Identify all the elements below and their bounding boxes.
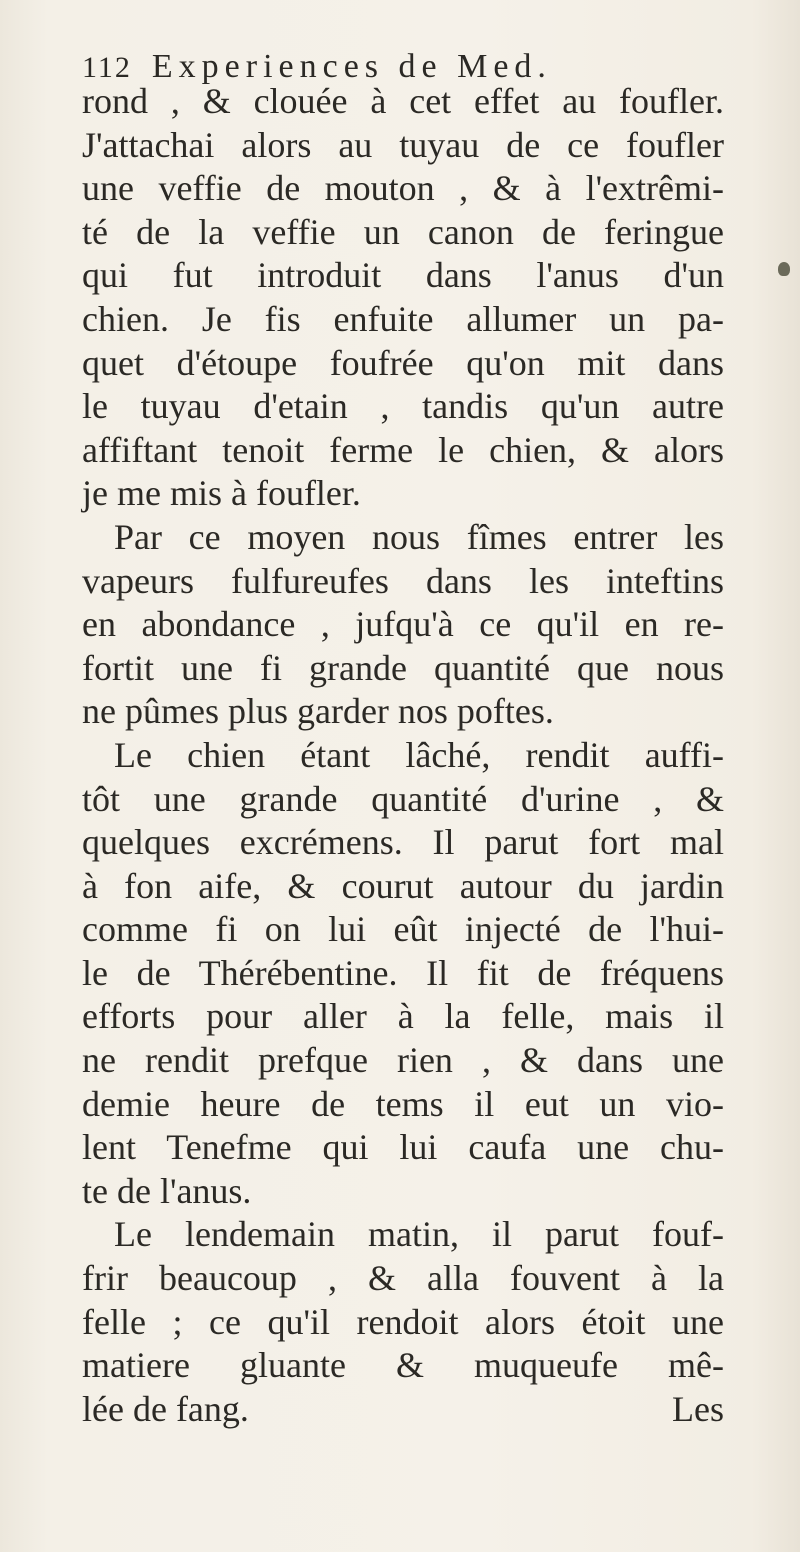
text-line: une veffie de mouton , & à l'extrêmi-: [82, 168, 724, 209]
text-line: efforts pour aller à la felle, mais il: [82, 996, 724, 1037]
page-number: 112: [82, 51, 132, 84]
last-line-with-catchword: [82, 1388, 724, 1432]
text-line: le de Thérébentine. Il fit de fréquens: [82, 952, 724, 993]
text-line: ne rendit prefque rien , & dans une: [82, 1040, 724, 1081]
text-line: quelques excrémens. Il parut fort mal: [82, 822, 724, 863]
ink-spot: [778, 262, 790, 276]
running-title: Experiences de Med.: [151, 48, 552, 85]
catchword: Les: [672, 1388, 724, 1429]
text-line: vapeurs fulfureufes dans les inteftins: [82, 560, 724, 601]
text-line: Le lendemain matin, il parut fouf-: [114, 1214, 724, 1255]
text-line: à fon aife, & courut autour du jardin: [82, 865, 724, 906]
text-line: lent Tenefme qui lui caufa une chu-: [82, 1127, 724, 1168]
text-line: felle ; ce qu'il rendoit alors étoit une: [82, 1301, 724, 1342]
text-line: Par ce moyen nous fîmes entrer les: [114, 516, 724, 557]
text-line: demie heure de tems il eut un vio-: [82, 1083, 724, 1124]
text-line: frir beaucoup , & alla fouvent à la: [82, 1258, 724, 1299]
body-text: [82, 80, 724, 1431]
text-line: en abondance , jufqu'à ce qu'il en re-: [82, 604, 724, 645]
text-line: lée de fang.: [82, 1388, 249, 1429]
text-line: qui fut introduit dans l'anus d'un: [82, 255, 724, 296]
text-line: té de la veffie un canon de feringue: [82, 211, 724, 252]
text-line: chien. Je fis enfuite allumer un pa-: [82, 298, 724, 339]
text-line: tôt une grande quantité d'urine , &: [82, 778, 724, 819]
text-line: quet d'étoupe foufrée qu'on mit dans: [82, 342, 724, 383]
text-line: je me mis à foufler.: [82, 473, 361, 514]
text-line: J'attachai alors au tuyau de ce foufler: [82, 124, 724, 165]
text-line: affiftant tenoit ferme le chien, & alors: [82, 429, 724, 470]
text-line: comme fi on lui eût injecté de l'hui-: [82, 909, 724, 950]
text-line: le tuyau d'etain , tandis qu'un autre: [82, 386, 724, 427]
text-line: matiere gluante & muqueufe mê-: [82, 1345, 724, 1386]
text-line: rond , & clouée à cet effet au foufler.: [82, 81, 724, 121]
text-line: fortit une fi grande quantité que nous: [82, 647, 724, 688]
text-line: ne pûmes plus garder nos poftes.: [82, 691, 554, 732]
text-line: te de l'anus.: [82, 1170, 252, 1211]
text-line: Le chien étant lâché, rendit auffi-: [114, 734, 724, 775]
